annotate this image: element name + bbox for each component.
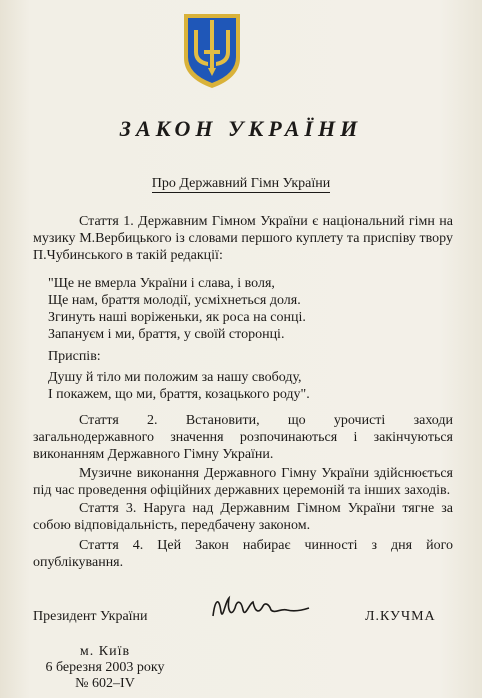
chorus-label: Приспів:: [48, 349, 101, 364]
anthem-chorus: [48, 369, 448, 403]
document-subtitle: Про Державний Гімн України: [151, 176, 331, 191]
verse-line: "Ще не вмерла України і слава, і воля,: [48, 276, 275, 291]
anthem-verse: [48, 275, 448, 343]
chorus-line: Душу й тіло ми положим за нашу свободу,: [48, 370, 302, 385]
document-title: ЗАКОН УКРАЇНИ: [119, 116, 363, 141]
article-3: Стаття 3. Наруга над Державним Гімном України тягне за собою відповідальність, передбачену законом.: [33, 501, 453, 533]
president-label: Президент України: [33, 609, 148, 624]
article-1: Стаття 1. Державним Гімном України є національний гімн на музику М.Вербицького із словами першого куплету та приспіву твору П.Чубинського в такій редакції:: [33, 214, 453, 263]
signing-city: м. Київ: [79, 644, 131, 659]
verse-line: Запануєм і ми, браття, у своїй сторонці.: [48, 327, 285, 342]
article-2-paragraph-2: Музичне виконання Державного Гімну України здійснюється під час проведення офіційних державних церемоній та інших заходів.: [33, 466, 453, 498]
coat-of-arms-icon: [180, 10, 244, 90]
verse-line: Ще нам, браття молодії, усміхнеться доля.: [48, 293, 301, 308]
signatory-name: Л.КУЧМА: [365, 609, 436, 624]
chorus-line: І покажем, що ми, браття, козацького роду".: [48, 387, 310, 402]
handwritten-signature: [205, 590, 315, 626]
signing-date: 6 березня 2003 року: [45, 660, 165, 675]
verse-line: Згинуть наші воріженьки, як роса на сонці.: [48, 310, 306, 325]
law-number: № 602–IV: [75, 676, 135, 691]
article-4: Стаття 4. Цей Закон набирає чинності з дня його опублікування.: [33, 538, 453, 570]
article-2: Стаття 2. Встановити, що урочисті заходи загальнодержавного значення розпочинаються і закінчуються виконанням Державного Гімну України.: [33, 413, 453, 462]
